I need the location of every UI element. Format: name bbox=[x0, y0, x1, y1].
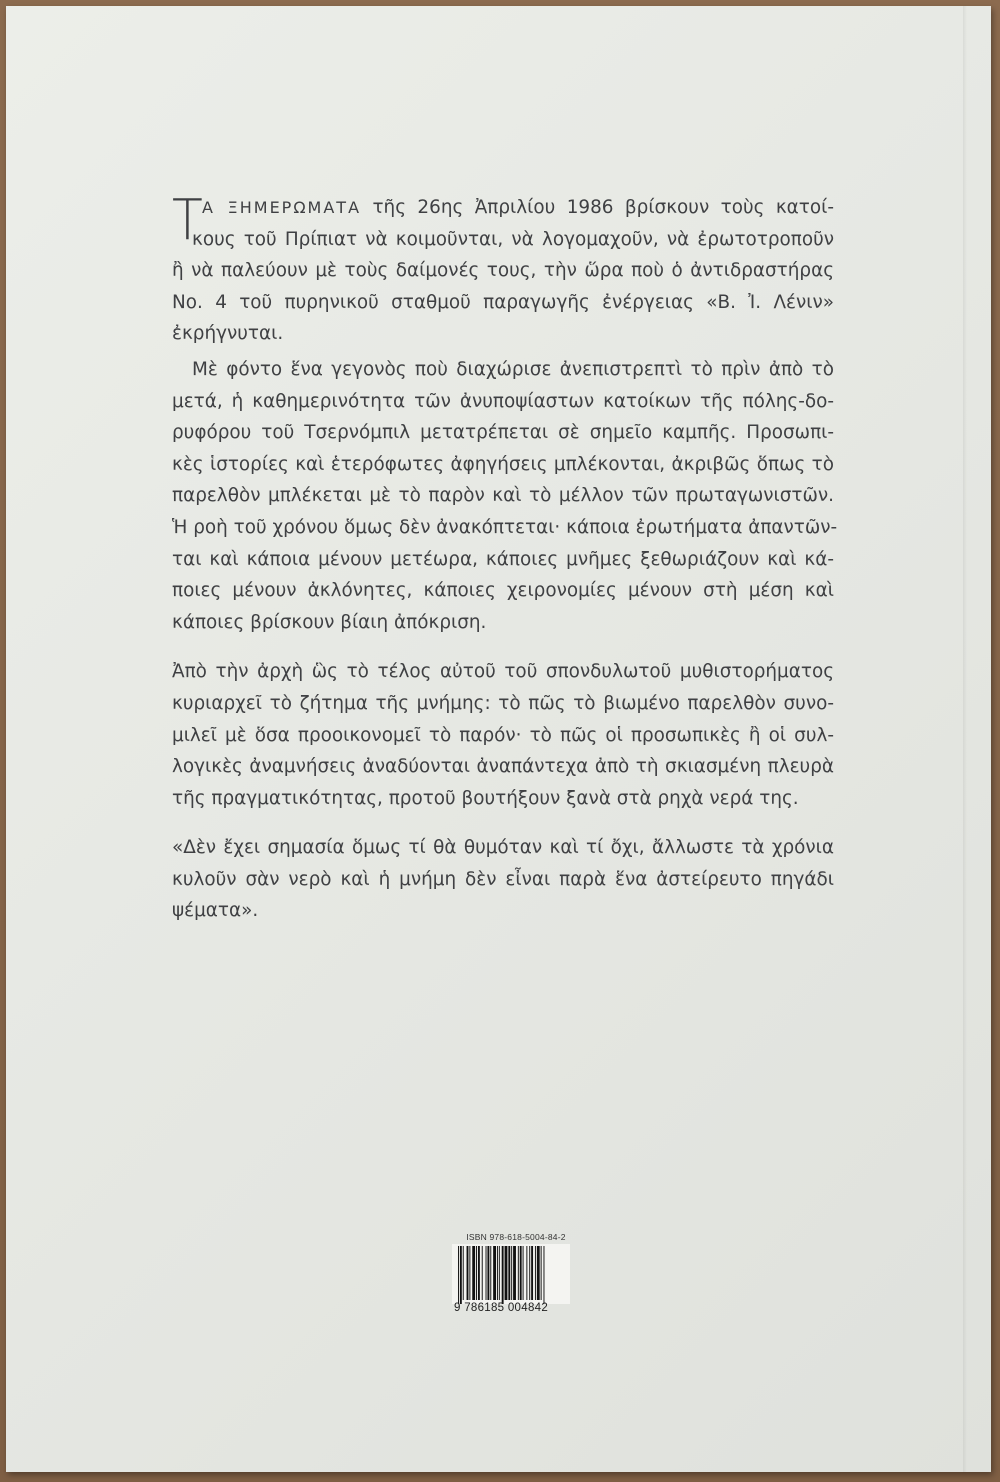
blurb-line-text: τῆς 26ης Ἀπριλίου 1986 βρίσκουν τοὺς κατοί- bbox=[372, 197, 834, 218]
paragraph-gap bbox=[172, 638, 834, 656]
blurb-line: τῆς πραγματικότητας, προτοῦ βουτήξουν ξανὰ στὰ ρηχὰ νερά της. bbox=[172, 787, 799, 809]
opening-smallcaps: Α ΞΗΜΕΡΩΜΑΤΑ bbox=[202, 198, 362, 217]
blurb-paragraph-2 bbox=[172, 354, 838, 638]
blurb-line: μετά, ἡ καθημερινότητα τῶν ἀνυποψίαστων κατοίκων τῆς πόλης-δο- bbox=[172, 390, 834, 412]
blurb-line: «Δὲν ἔχει σημασία ὅμως τί θὰ θυμόταν καὶ τί ὄχι, ἄλλωστε τὰ χρόνια bbox=[172, 837, 834, 859]
blurb-line: ψέματα». bbox=[172, 900, 259, 922]
cover-edge bbox=[963, 6, 967, 1472]
blurb-line: ἐκρήγνυται. bbox=[172, 323, 284, 345]
blurb-line: ποιες μένουν ἀκλόνητες, κάποιες χειρονομίες μένουν στὴ μέση καὶ bbox=[172, 580, 834, 602]
blurb-line: κυλοῦν σὰν νερὸ καὶ ἡ μνήμη δὲν εἶναι παρὰ ἕνα ἀστείρευτο πηγάδι bbox=[172, 868, 834, 890]
isbn-label: ISBN 978-618-5004-84-2 bbox=[466, 1232, 566, 1242]
blurb-line: παρελθὸν μπλέκεται μὲ τὸ παρὸν καὶ τὸ μέλλον τῶν πρωταγωνιστῶν. bbox=[172, 485, 834, 507]
blurb-line: μιλεῖ μὲ ὅσα προοικονομεῖ τὸ παρόν· τὸ πῶς οἱ προσωπικὲς ἢ οἱ συλ- bbox=[172, 724, 834, 746]
blurb-line: κους τοῦ Πρίπιατ νὰ κοιμοῦνται, νὰ λογομαχοῦν, νὰ ἐρωτοτροποῦν bbox=[192, 228, 834, 250]
blurb-line: λογικὲς ἀναμνήσεις ἀναδύονται ἀναπάντεχα ἀπὸ τὴ σκιασμένη πλευρὰ bbox=[172, 756, 834, 778]
drop-cap: Τ bbox=[172, 188, 203, 253]
blurb-line: Μὲ φόντο ἕνα γεγονὸς ποὺ διαχώρισε ἀνεπιστρεπτὶ τὸ πρὶν ἀπὸ τὸ bbox=[192, 358, 834, 380]
blurb-line: κάποιες βρίσκουν βίαιη ἀπόκριση. bbox=[172, 611, 487, 633]
blurb-line bbox=[172, 192, 834, 224]
blurb-paragraph-1 bbox=[172, 188, 834, 350]
blurb-line: ρυφόρου τοῦ Τσερνόμπιλ μετατρέπεται σὲ σημεῖο καμπῆς. Προσωπι- bbox=[172, 422, 834, 444]
isbn-block bbox=[452, 1232, 572, 1314]
blurb-paragraph-3 bbox=[172, 656, 834, 814]
blurb-line: ἢ νὰ παλεύουν μὲ τοὺς δαίμονές τους, τὴν ὥρα ποὺ ὁ ἀντιδραστήρας bbox=[172, 260, 834, 282]
barcode-digits: 9 786185 004842 bbox=[454, 1302, 549, 1314]
blurb-line: κυριαρχεῖ τὸ ζήτημα τῆς μνήμης: τὸ πῶς τὸ βιωμένο παρελθὸν συνο- bbox=[172, 692, 834, 714]
blurb-line: Ἀπὸ τὴν ἀρχὴ ὣς τὸ τέλος αὐτοῦ τοῦ σπονδυλωτοῦ μυθιστορήματος bbox=[172, 661, 834, 683]
paragraph-gap bbox=[172, 814, 834, 832]
blurb-line: Νο. 4 τοῦ πυρηνικοῦ σταθμοῦ παραγωγῆς ἐνέργειας «Β. Ἰ. Λένιν» bbox=[172, 291, 834, 313]
blurb-paragraph-4 bbox=[172, 832, 834, 927]
blurb-line: ται καὶ κάποια μένουν μετέωρα, κάποιες μνῆμες ξεθωριάζουν καὶ κά- bbox=[172, 548, 834, 570]
blurb-line: Ἡ ροὴ τοῦ χρόνου ὅμως δὲν ἀνακόπτεται· κάποια ἐρωτήματα ἀπαντῶν- bbox=[172, 516, 838, 538]
blurb-text bbox=[172, 188, 838, 927]
barcode-icon bbox=[452, 1244, 570, 1304]
blurb-line: κὲς ἱστορίες καὶ ἑτερόφωτες ἀφηγήσεις μπλέκονται, ἀκριβῶς ὅπως τὸ bbox=[172, 453, 834, 475]
